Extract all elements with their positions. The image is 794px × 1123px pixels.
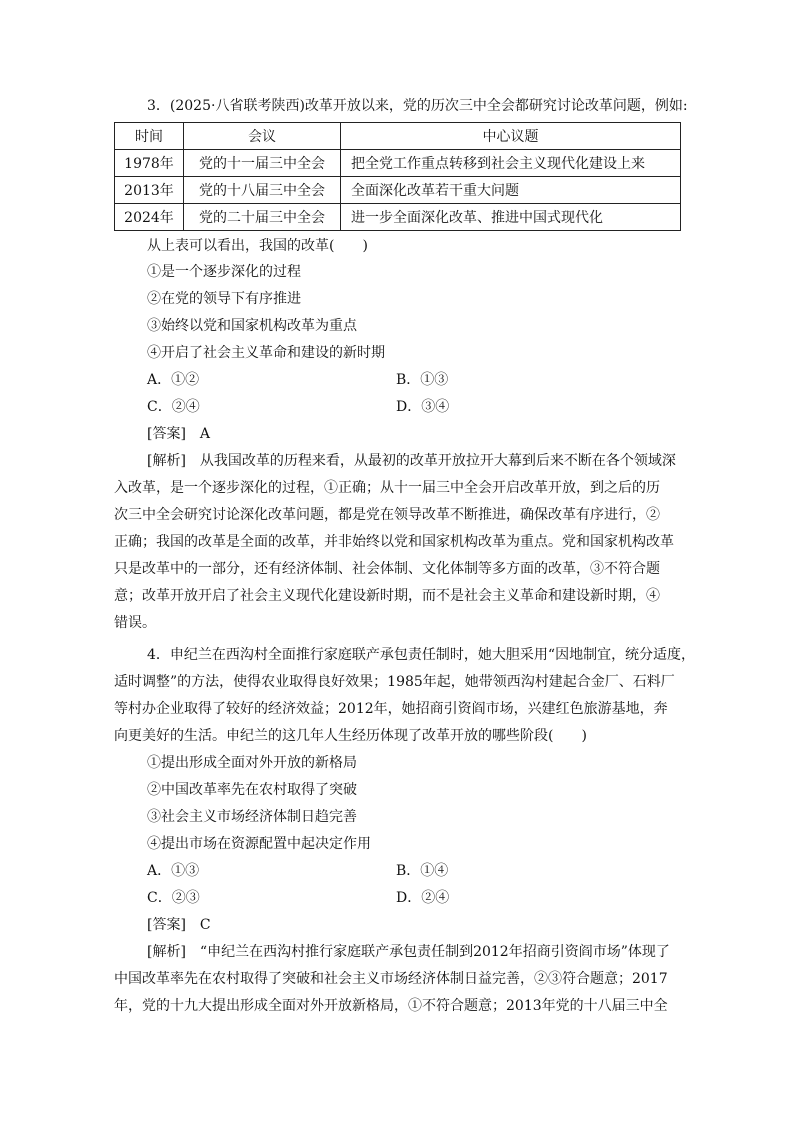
option-b: B．①④ <box>396 863 449 879</box>
analysis-line: [解析] “申纪兰在西沟村推行家庭联产承包责任制到2012年招商引资阎市场”体现了 <box>147 944 670 960</box>
table-row <box>115 177 681 204</box>
option-c: C．②③ <box>147 890 200 906</box>
question-4-stem-line: 适时调整”的方法，使得农业取得良好效果；1985年起，她带领西沟村建起合金厂、石料厂 <box>114 674 675 690</box>
answer-3: [答案] A <box>147 426 211 442</box>
analysis-line: 只是改革中的一部分，还有经济体制、社会体制、文化体制等多方面的改革，③不符合题 <box>114 561 660 577</box>
table-cell: 2013年 <box>115 177 184 204</box>
statement-item: ③社会主义市场经济体制日趋完善 <box>147 809 357 825</box>
table-cell: 党的十八届三中全会 <box>184 177 341 204</box>
option-b: B．①③ <box>396 372 449 388</box>
statement-item: ④提出市场在资源配置中起决定作用 <box>147 836 371 852</box>
table-cell: 全面深化改革若干重大问题 <box>341 177 681 204</box>
analysis-line: 年，党的十九大提出形成全面对外开放新格局，①不符合题意；2013年党的十八届三中全 <box>114 998 668 1014</box>
option-a: A．①③ <box>147 863 200 879</box>
analysis-line: [解析] 从我国改革的历程来看，从最初的改革开放拉开大幕到后来不断在各个领域深 <box>147 453 676 469</box>
statement-item: ②在党的领导下有序推进 <box>147 291 301 307</box>
meeting-table <box>114 122 681 231</box>
question-4-stem-line: 等村办企业取得了较好的经济效益；2012年，她招商引资阎市场，兴建红色旅游基地，奔 <box>114 701 668 717</box>
analysis-line: 中国改革率先在农村取得了突破和社会主义市场经济体制日益完善，②③符合题意；2017 <box>114 971 668 987</box>
table-cell: 把全党工作重点转移到社会主义现代化建设上来 <box>341 150 681 177</box>
analysis-line: 入改革，是一个逐步深化的过程，①正确；从十一届三中全会开启改革开放，到之后的历 <box>114 480 660 496</box>
statement-item: ④开启了社会主义革命和建设的新时期 <box>147 345 385 361</box>
table-header: 会议 <box>184 123 341 150</box>
table-cell: 进一步全面深化改革、推进中国式现代化 <box>341 204 681 231</box>
table-row <box>115 150 681 177</box>
question-3-stem: 3．(2025·八省联考陕西)改革开放以来，党的历次三中全会都研究讨论改革问题，例如: <box>147 98 688 114</box>
table-cell: 党的二十届三中全会 <box>184 204 341 231</box>
question-4-stem-line: 向更美好的生活。申纪兰的这几年人生经历体现了改革开放的哪些阶段( ) <box>114 728 587 744</box>
table-cell: 党的十一届三中全会 <box>184 150 341 177</box>
statement-item: ③始终以党和国家机构改革为重点 <box>147 318 357 334</box>
option-a: A．①② <box>147 372 200 388</box>
table-row <box>115 204 681 231</box>
question-3-question: 从上表可以看出，我国的改革( ) <box>147 238 368 254</box>
analysis-line: 意；改革开放开启了社会主义现代化建设新时期，而不是社会主义革命和建设新时期，④ <box>114 588 660 604</box>
analysis-line: 次三中全会研究讨论深化改革问题，都是党在领导改革不断推进，确保改革有序进行，② <box>114 507 660 523</box>
analysis-line: 正确；我国的改革是全面的改革，并非始终以党和国家机构改革为重点。党和国家机构改革 <box>114 534 674 550</box>
option-d: D．②④ <box>396 890 450 906</box>
option-c: C．②④ <box>147 399 200 415</box>
question-4-stem-line: 4．申纪兰在西沟村全面推行家庭联产承包责任制时，她大胆采用“因地制宜，统分适度， <box>147 647 696 663</box>
answer-4: [答案] C <box>147 917 211 933</box>
table-cell: 2024年 <box>115 204 184 231</box>
statement-item: ①是一个逐步深化的过程 <box>147 264 301 280</box>
table-header: 中心议题 <box>341 123 681 150</box>
table-header-row <box>115 123 681 150</box>
statement-item: ①提出形成全面对外开放的新格局 <box>147 755 357 771</box>
table-header: 时间 <box>115 123 184 150</box>
statement-item: ②中国改革率先在农村取得了突破 <box>147 782 357 798</box>
option-d: D．③④ <box>396 399 450 415</box>
analysis-line: 错误。 <box>114 615 156 631</box>
table-cell: 1978年 <box>115 150 184 177</box>
